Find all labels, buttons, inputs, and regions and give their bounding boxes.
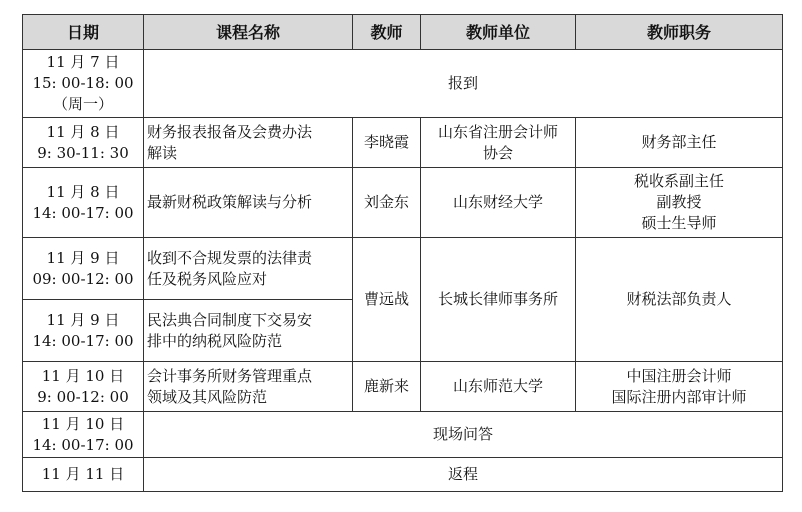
date-cell [23,118,144,168]
table-row [23,118,783,168]
merged-cell-checkin: 报到 [144,50,783,118]
unit-cell [421,238,576,362]
table-row [23,168,783,238]
merged-cell-qa: 现场问答 [144,412,783,458]
course-cell [144,300,353,362]
unit-cell [421,362,576,412]
date-cell [23,238,144,300]
date-cell [23,362,144,412]
date-line: 11 月 11 日 [41,465,125,483]
schedule-table [22,14,783,492]
date-cell [23,412,144,458]
time-line: 14: 00-17: 00 [32,203,134,222]
unit-line: 山东省注册会计师 [437,122,558,141]
course-cell [144,238,353,300]
time-line: 15: 00-18: 00 [32,74,134,92]
time-line: 9: 00-12: 00 [37,387,129,406]
title-line: 副教授 [656,193,702,211]
date-line: 11 月 9 日 [46,248,120,267]
course-line: 民法典合同制度下交易安 [147,310,313,329]
time-line: 14: 00-17: 00 [32,435,134,454]
title-line: 财税法部负责人 [626,290,732,308]
date-line: 11 月 9 日 [46,310,120,329]
date-cell [23,50,144,118]
merged-cell-return: 返程 [144,458,783,492]
time-line: 9: 30-11: 30 [37,143,129,162]
time-line: 09: 00-12: 00 [32,269,134,288]
table-row [23,458,783,492]
course-cell [144,362,353,412]
date-cell [23,458,144,492]
title-cell [576,362,783,412]
header-date: 日期 [23,15,144,50]
course-line: 排中的纳税风险防范 [147,331,283,350]
time-line: 14: 00-17: 00 [32,331,134,350]
date-line: 11 月 8 日 [46,122,120,141]
unit-line: 长城长律师事务所 [437,290,558,308]
table-row [23,362,783,412]
teacher-cell: 鹿新来 [353,362,421,412]
date-cell [23,300,144,362]
table-row [23,412,783,458]
header-course: 课程名称 [144,15,353,50]
title-line: 国际注册内部审计师 [611,387,747,406]
course-line: 收到不合规发票的法律责 [147,248,313,267]
table-row [23,50,783,118]
course-line: 领域及其风险防范 [147,387,268,406]
course-line: 最新财税政策解读与分析 [147,193,313,211]
weekday-line: （周一） [52,95,113,113]
course-line: 任及税务风险应对 [147,269,268,288]
unit-line: 山东师范大学 [452,377,543,395]
title-line: 中国注册会计师 [626,366,732,385]
course-line: 会计事务所财务管理重点 [147,366,313,385]
teacher-cell: 曹远战 [353,238,421,362]
date-line: 11 月 10 日 [41,414,125,433]
unit-line: 山东财经大学 [452,193,543,211]
header-title: 教师职务 [576,15,783,50]
course-cell [144,168,353,238]
teacher-cell: 李晓霞 [353,118,421,168]
title-line: 硕士生导师 [641,214,717,232]
date-cell [23,168,144,238]
unit-line: 协会 [482,143,513,162]
course-line: 财务报表报备及会费办法 [147,122,313,141]
teacher-cell: 刘金东 [353,168,421,238]
title-line: 财务部主任 [641,133,717,151]
title-cell [576,238,783,362]
title-cell [576,168,783,238]
course-line: 解读 [147,143,178,162]
title-cell [576,118,783,168]
header-unit: 教师单位 [421,15,576,50]
header-row [23,15,783,50]
course-cell [144,118,353,168]
table-row [23,238,783,300]
date-line: 11 月 7 日 [46,53,120,71]
header-teacher: 教师 [353,15,421,50]
unit-cell [421,168,576,238]
title-line: 税收系副主任 [633,172,724,190]
date-line: 11 月 10 日 [41,366,125,385]
unit-cell [421,118,576,168]
date-line: 11 月 8 日 [46,182,120,201]
